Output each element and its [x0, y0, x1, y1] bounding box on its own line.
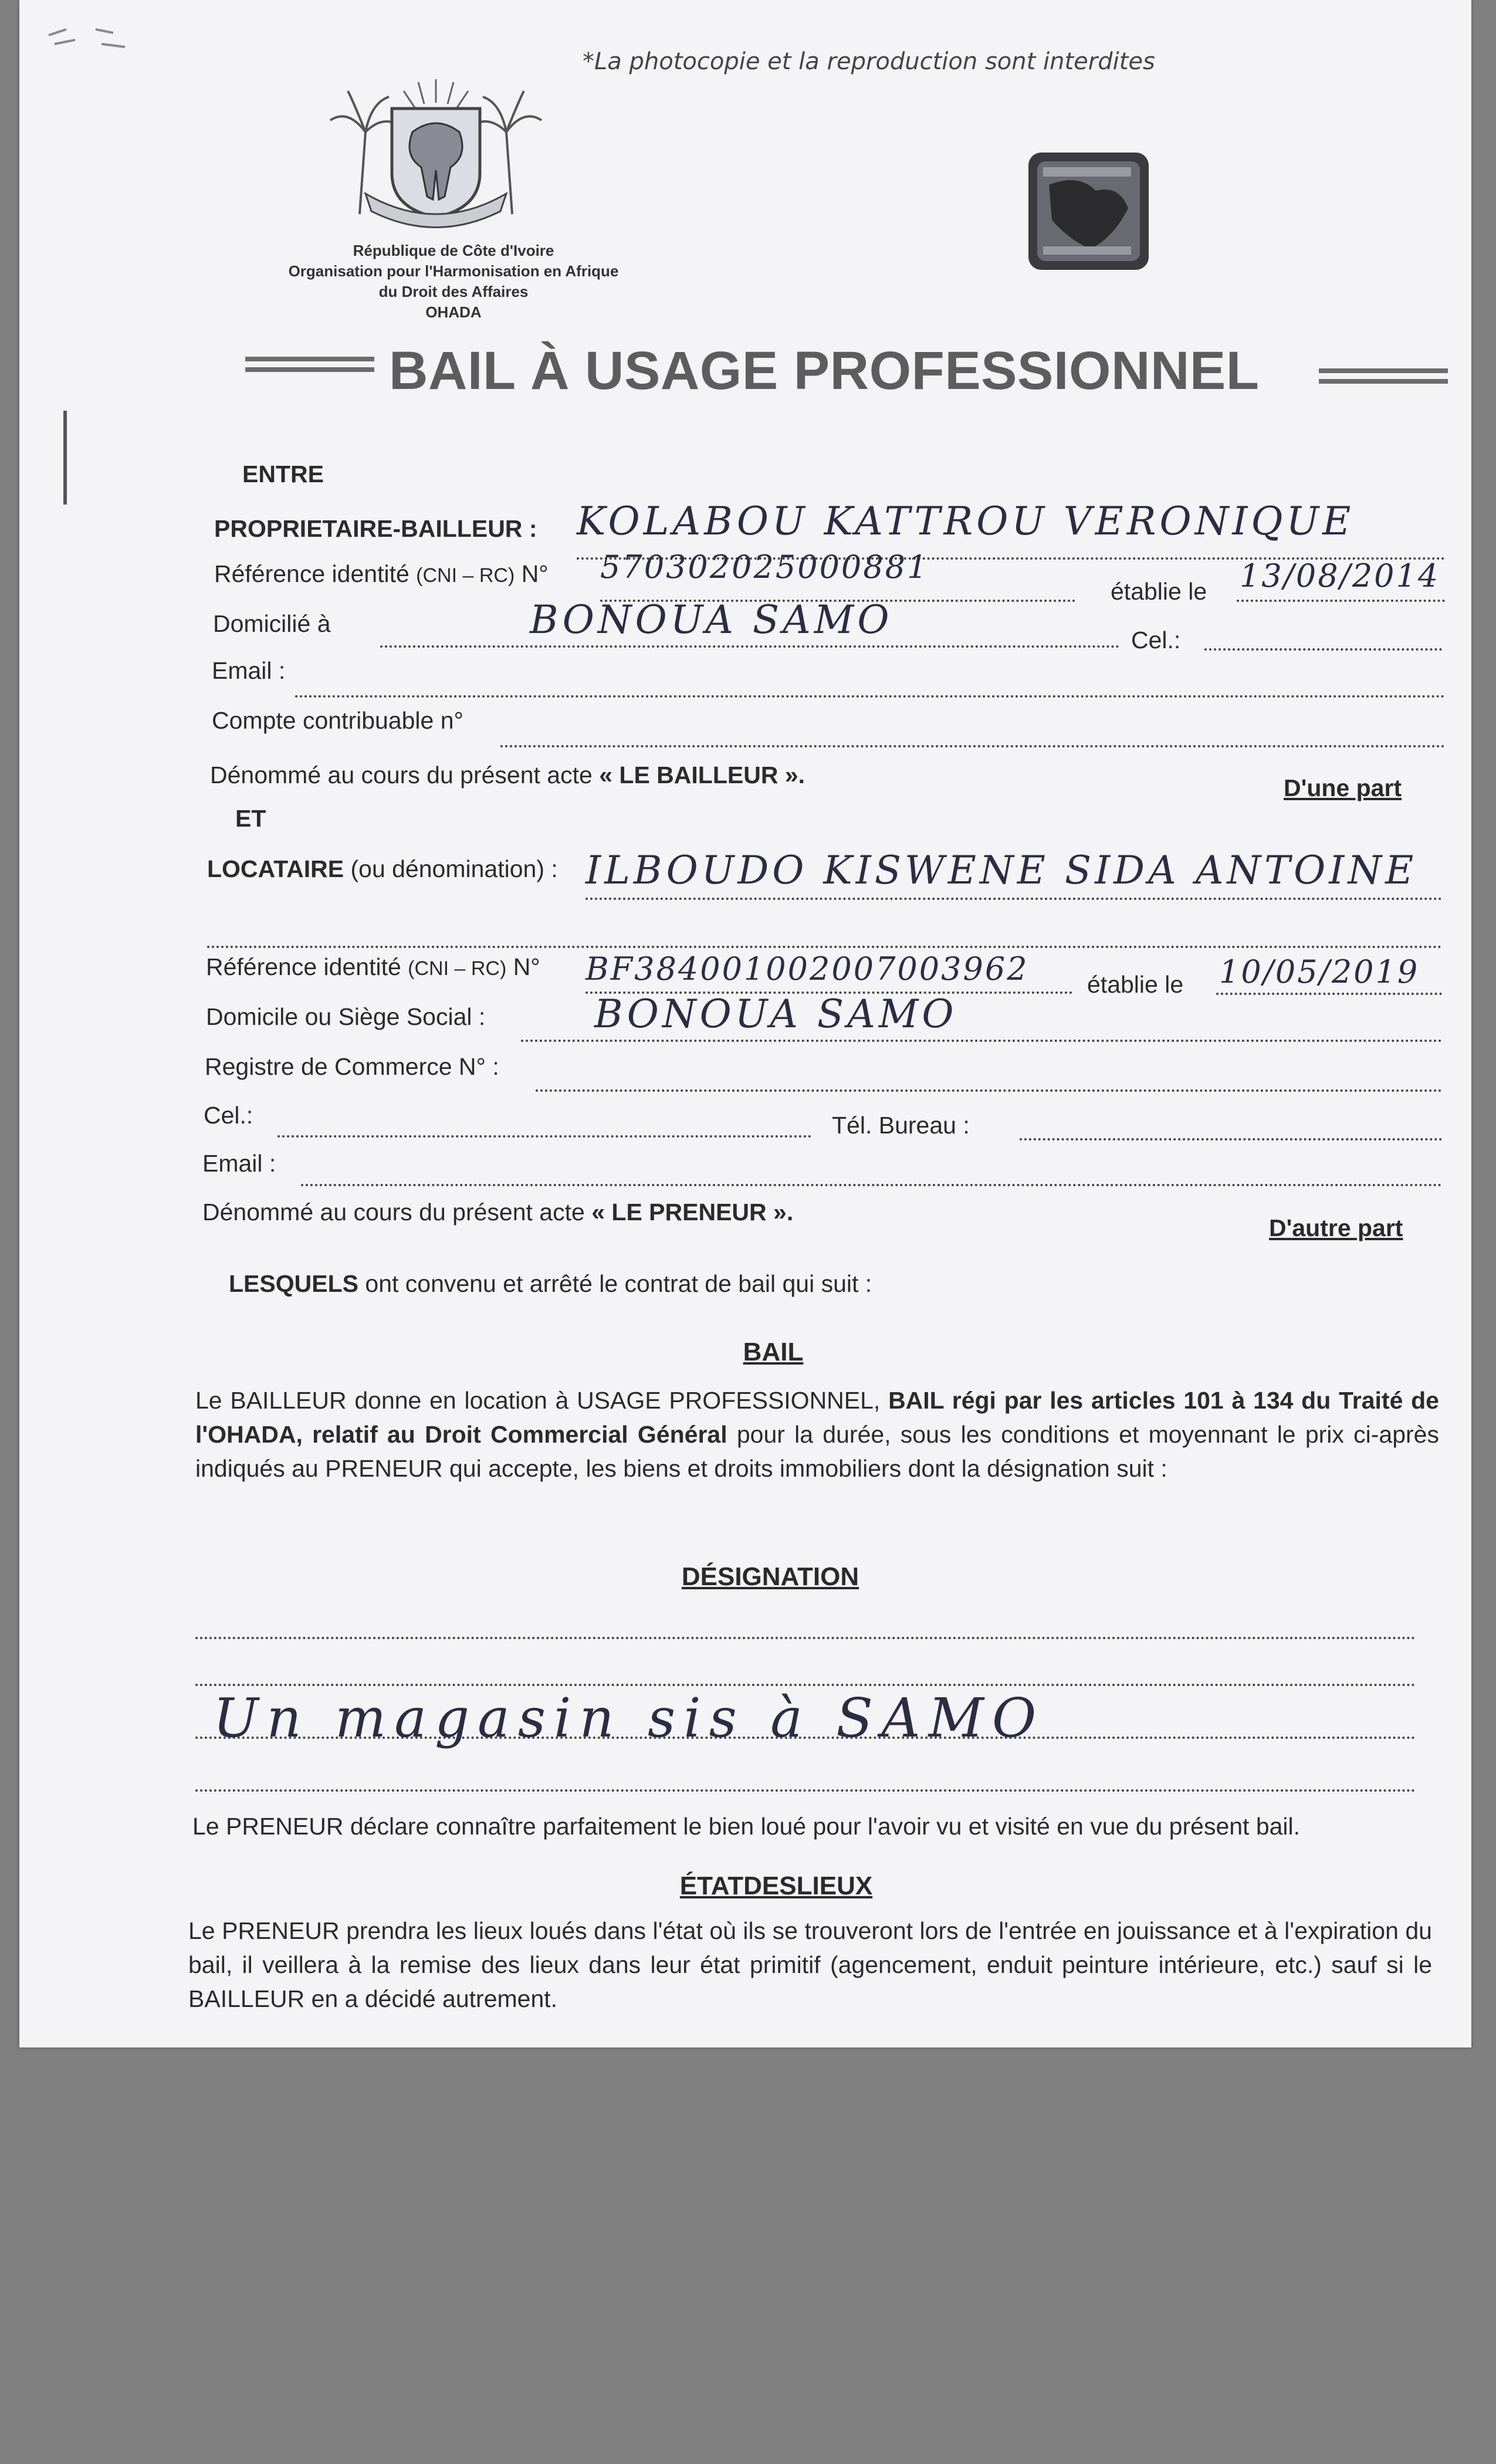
tenant-id-label: Référence identité (CNI – RC) N°	[206, 953, 540, 980]
tenant-tel-dotted-line[interactable]	[1020, 1138, 1442, 1140]
org-line-organization: Organisation pour l'Harmonisation en Afrique	[288, 262, 619, 280]
designation-dotted-line-1[interactable]	[195, 1637, 1416, 1639]
section-entre: ENTRE	[242, 461, 324, 488]
tenant-id-value[interactable]: BF384001002007003962	[585, 950, 1029, 987]
corner-mark-icon	[43, 12, 131, 59]
owner-cel-dotted-line	[1204, 648, 1442, 651]
tenant-domicile-dotted-line	[521, 1040, 1442, 1042]
document-page	[19, 0, 1471, 2047]
owner-label: PROPRIETAIRE-BAILLEUR :	[214, 515, 537, 542]
title-rule-right	[1319, 368, 1448, 384]
tenant-dotted-line-2[interactable]	[207, 946, 1442, 948]
owner-tax-label: Compte contribuable n°	[212, 707, 463, 734]
owner-issued-label: établie le	[1111, 578, 1207, 605]
tenant-issued-value[interactable]: 10/05/2019	[1219, 953, 1420, 990]
tenant-cel-label: Cel.:	[204, 1102, 253, 1129]
designation-dotted-line-2[interactable]	[195, 1684, 1416, 1686]
part-one-label: D'une part	[1284, 774, 1402, 801]
owner-value[interactable]: KOLABOU KATTROU VERONIQUE	[577, 499, 1355, 544]
document-title: BAIL À USAGE PROFESSIONNEL	[389, 341, 1260, 401]
designation-statement: Le PRENEUR déclare connaître parfaitement le bien loué pour l'avoir vu et visité en vue du présent bail.	[192, 1813, 1301, 1840]
copy-notice: *La photocopie et la reproduction sont interdites	[583, 48, 1155, 75]
tenant-dotted-line	[585, 898, 1442, 900]
tenant-cel-dotted-line[interactable]	[277, 1135, 811, 1138]
section-et: ET	[235, 805, 266, 832]
tenant-domicile-label: Domicile ou Siège Social :	[206, 1003, 486, 1030]
owner-cel-label: Cel.:	[1131, 627, 1181, 654]
org-line-acronym: OHADA	[425, 303, 482, 321]
owner-email-dotted-line[interactable]	[295, 695, 1445, 698]
tenant-issued-dotted-line	[1216, 993, 1442, 995]
tenant-email-label: Email :	[202, 1150, 276, 1177]
tenant-rc-dotted-line[interactable]	[536, 1089, 1442, 1092]
tenant-tel-label: Tél. Bureau :	[832, 1112, 970, 1139]
etat-heading: ÉTATDESLIEUX	[679, 1871, 873, 1900]
owner-issued-dotted-line	[1237, 600, 1445, 602]
tenant-issued-label: établie le	[1087, 971, 1184, 998]
owner-domicile-dotted-line	[380, 645, 1119, 648]
tenant-label: LOCATAIRE (ou dénomination) :	[207, 855, 558, 882]
tenant-domicile-value[interactable]: BONOUA SAMO	[594, 991, 957, 1037]
org-line-country: République de Côte d'Ivoire	[353, 242, 554, 259]
margin-bracket	[63, 411, 67, 505]
bail-paragraph: Le BAILLEUR donne en location à USAGE PROFESSIONNEL, BAIL régi par les articles 101 à 134 du Traité de l'OHADA, relatif au Droit Commercial Général pour la durée, sous les conditions et moyennant le prix ci-après indiqués au PRENEUR qui accepte, les biens et droits immobiliers dont la désignation suit :	[195, 1387, 1439, 1482]
etat-paragraph: Le PRENEUR prendra les lieux loués dans l'état où ils se trouveront lors de l'entrée en jouissance et à l'expiration du bail, il veillera à la remise des lieux dans leur état primitif (agencement, enduit peinture intérieure, etc.) sauf si le BAILLEUR en a décidé autrement.	[188, 1917, 1432, 2012]
part-two-label: D'autre part	[1269, 1214, 1403, 1241]
owner-email-label: Email :	[212, 657, 286, 684]
organization-block	[248, 241, 659, 323]
org-line-law: du Droit des Affaires	[378, 283, 529, 300]
owner-domicile-label: Domicilié à	[213, 610, 331, 637]
bail-heading: BAIL	[743, 1338, 804, 1366]
designation-value[interactable]: Un magasin sis à SAMO	[213, 1687, 1045, 1749]
owner-issued-value[interactable]: 13/08/2014	[1240, 557, 1440, 594]
owner-denomination: Dénommé au cours du présent acte « LE BAILLEUR ».	[210, 761, 805, 788]
fiscal-stamp-icon	[1025, 150, 1152, 273]
tenant-value[interactable]: ILBOUDO KISWENE SIDA ANTOINE	[585, 848, 1417, 893]
tenant-email-dotted-line[interactable]	[301, 1184, 1442, 1186]
coat-of-arms-icon	[324, 67, 547, 232]
owner-id-value[interactable]: 570302025000881	[600, 549, 929, 585]
owner-id-label: Référence identité (CNI – RC) N°	[214, 560, 549, 587]
tenant-denomination: Dénommé au cours du présent acte « LE PRENEUR ».	[202, 1199, 794, 1226]
title-rule-left	[245, 357, 374, 372]
agreement-line: LESQUELS ont convenu et arrêté le contrat de bail qui suit :	[229, 1270, 872, 1297]
designation-heading: DÉSIGNATION	[681, 1562, 859, 1591]
title-row	[225, 340, 1451, 405]
tenant-rc-label: Registre de Commerce N° :	[205, 1053, 499, 1080]
owner-tax-dotted-line[interactable]	[500, 745, 1445, 747]
designation-dotted-line-4[interactable]	[195, 1789, 1416, 1792]
owner-domicile-value[interactable]: BONOUA SAMO	[530, 597, 893, 642]
